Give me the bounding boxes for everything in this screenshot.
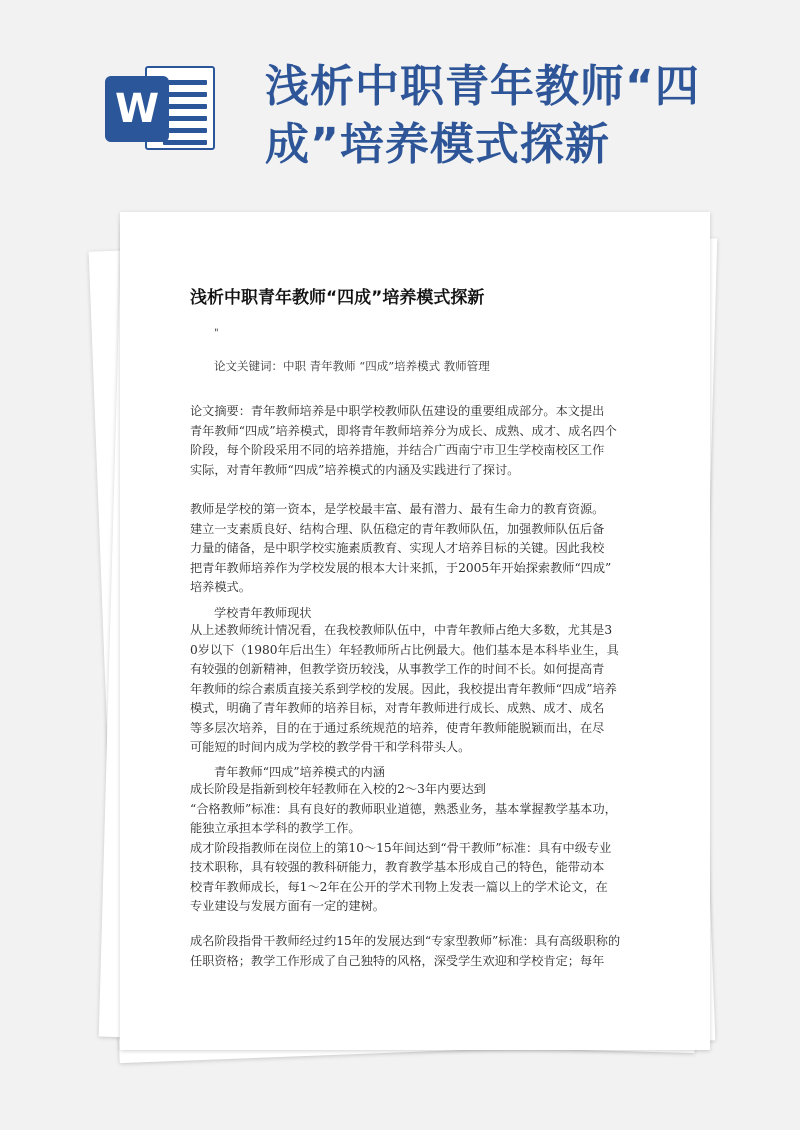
- text-line: 培养模式。: [190, 580, 251, 594]
- text-line: 力量的储备，是中职学校实施素质教育、实现人才培养目标的关键。因此我校: [190, 541, 605, 555]
- word-icon: [105, 62, 217, 154]
- text-line: “合格教师”标准：具有良好的教师职业道德，熟悉业务，基本掌握教学基本功，: [190, 801, 617, 816]
- abstract-paragraph: [190, 402, 640, 480]
- text-line: 校青年教师成长，每1～2年在公开的学术刊物上发表一篇以上的学术论文，在: [190, 879, 608, 894]
- text-line: 建立一支素质良好、结构合理、队伍稳定的青年教师队伍，加强教师队伍后备: [190, 521, 605, 536]
- text-line: 从上述教师统计情况看，在我校教师队伍中，中青年教师占绝大多数，尤其是3: [190, 623, 613, 637]
- text-line: 年教师的综合素质直接关系到学校的发展。因此，我校提出青年教师“四成”培养: [190, 681, 617, 696]
- text-line: 0岁以下（1980年后出生）年轻教师所占比例最大。他们基本是本科毕业生，具: [190, 642, 619, 657]
- text-line: 把青年教师培养作为学校发展的根本大计来抓，于2005年开始探索教师“四成”: [190, 560, 612, 575]
- keywords-line: 论文关键词：中职 青年教师 “四成”培养模式 教师管理: [214, 359, 490, 373]
- text-line: 成名阶段指骨干教师经过约15年的发展达到“专家型教师”标准：具有高级职称的: [190, 934, 621, 948]
- text-line: 有较强的创新精神，但教学资历较浅，从事教学工作的时间不长。如何提高青: [190, 662, 605, 676]
- famous-stage-paragraph: [190, 932, 640, 971]
- text-line: 等多层次培养，目的在于通过系统规范的培养，使青年教师能脱颖而出，在尽: [190, 720, 605, 735]
- stages-paragraph: [190, 780, 640, 917]
- text-line: 任职资格；教学工作形成了自己独特的风格，深受学生欢迎和学校肯定；每年: [190, 953, 605, 968]
- text-line: 成长阶段是指新到校年轻教师在入校的2～3年内要达到: [190, 782, 486, 796]
- section-heading-status: 学校青年教师现状: [214, 606, 312, 620]
- text-line: 专业建设与发展方面有一定的建树。: [190, 899, 385, 913]
- text-line: 青年教师“四成”培养模式，即将青年教师培养分为成长、成熟、成才、成名四个: [190, 423, 617, 438]
- intro-paragraph: [190, 500, 640, 598]
- text-line: 教师是学校的第一资本，是学校最丰富、最有潜力、最有生命力的教育资源。: [190, 502, 605, 516]
- page-title: 浅析中职青年教师“四成”培养模式探新: [265, 61, 700, 170]
- section-heading-model: 青年教师“四成”培养模式的内涵: [214, 765, 385, 779]
- document-title: 浅析中职青年教师“四成”培养模式探新: [190, 288, 485, 308]
- status-paragraph: [190, 621, 640, 758]
- text-line: 实际，对青年教师“四成”培养模式的内涵及实践进行了探讨。: [190, 462, 520, 477]
- word-badge: W: [105, 76, 169, 142]
- text-line: 可能短的时间内成为学校的教学骨干和学科带头人。: [190, 740, 471, 754]
- text-line: 成才阶段指教师在岗位上的第10～15年间达到“骨干教师”标准：具有中级专业: [190, 840, 612, 855]
- text-line: 阶段，每个阶段采用不同的培养措施，并结合广西南宁市卫生学校南校区工作: [190, 443, 605, 457]
- quote-mark: ": [214, 328, 219, 339]
- text-line: 模式，明确了青年教师的培养目标，对青年教师进行成长、成熟、成才、成名: [190, 701, 605, 715]
- text-line: 能独立承担本学科的教学工作。: [190, 821, 361, 835]
- text-line: 论文摘要：青年教师培养是中职学校教师队伍建设的重要组成部分。本文提出: [190, 404, 605, 418]
- text-line: 技术职称，具有较强的教科研能力，教育教学基本形成自己的特色，能带动本: [190, 860, 605, 874]
